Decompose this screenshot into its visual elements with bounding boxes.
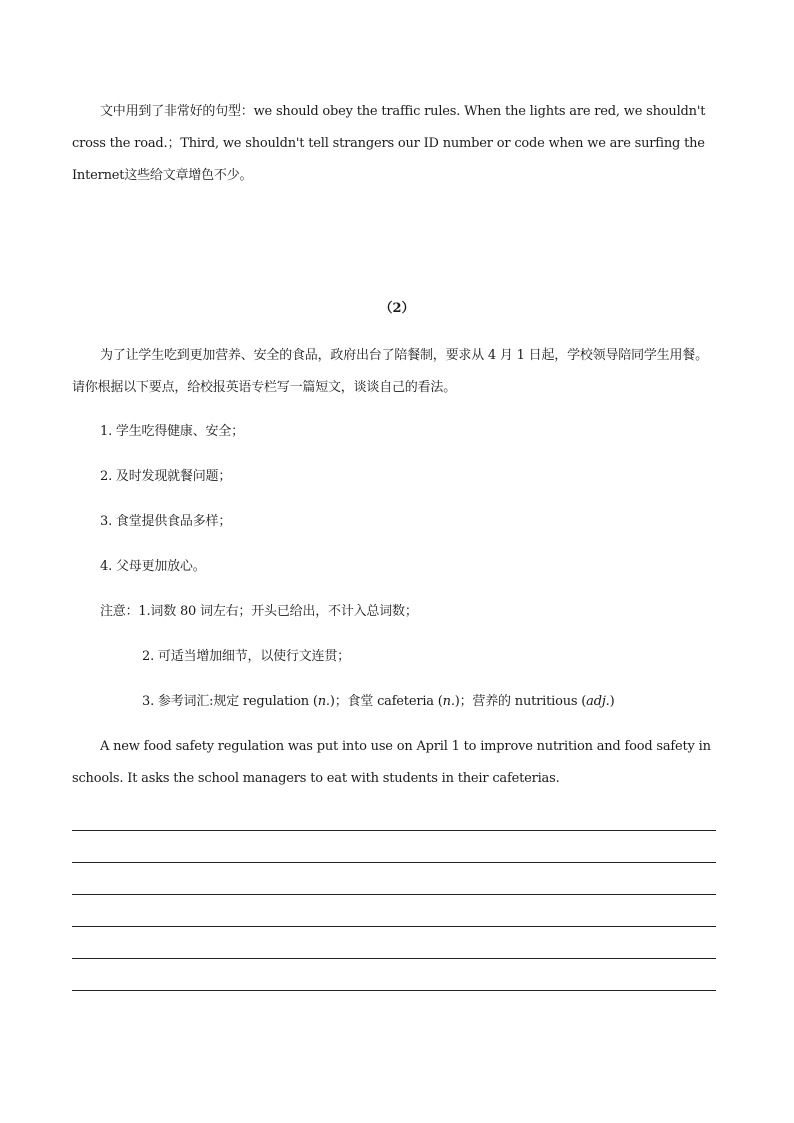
note-3-pos-3: adj. [586, 694, 610, 709]
writing-line-2 [72, 862, 716, 863]
writing-line-1 [72, 830, 716, 831]
note-label: 注意： [100, 604, 139, 619]
note-3 [142, 692, 614, 712]
point-3: 3. 食堂提供食品多样； [100, 514, 232, 529]
note-1-text: 1.词数 80 词左右；开头已给出，不计入总词数； [138, 604, 418, 619]
note-3-prefix: 3. 参考词汇:规定 regulation ( [142, 694, 318, 709]
note-3-pos-1: n. [317, 694, 330, 709]
section-heading: （2） [379, 301, 415, 316]
note-3-suffix: ) [609, 694, 615, 709]
note-3-mid-1: )；食堂 cafeteria ( [329, 694, 443, 709]
point-4: 4. 父母更加放心。 [100, 559, 206, 574]
point-1: 1. 学生吃得健康、安全； [100, 424, 244, 439]
writing-line-3 [72, 894, 716, 895]
note-1 [100, 602, 418, 622]
analysis-paragraph: 文中用到了非常好的句型：we should obey the traffic rules. When the lights are red, we shouldn't cross the road.；Third, we shouldn't tell strangers our ID number or code when we are surfing the Internet这些给文章增色不少。 [72, 104, 706, 183]
writing-line-4 [72, 926, 716, 927]
note-3-mid-2: )；营养的 nutritious ( [454, 694, 587, 709]
point-2: 2. 及时发现就餐问题； [100, 469, 232, 484]
note-2: 2. 可适当增加细节，以使行文连贯； [142, 649, 350, 664]
note-3-pos-2: n. [442, 694, 455, 709]
writing-line-6 [72, 990, 716, 991]
writing-line-5 [72, 958, 716, 959]
essay-opening: A new food safety regulation was put into use on April 1 to improve nutrition and food safety in schools. It asks the school managers to eat with students in their cafeterias. [72, 739, 711, 786]
writing-prompt: 为了让学生吃到更加营养、安全的食品，政府出台了陪餐制，要求从 4 月 1 日起，学校领导陪同学生用餐。请你根据以下要点，给校报英语专栏写一篇短文，谈谈自己的看法。 [72, 348, 708, 395]
